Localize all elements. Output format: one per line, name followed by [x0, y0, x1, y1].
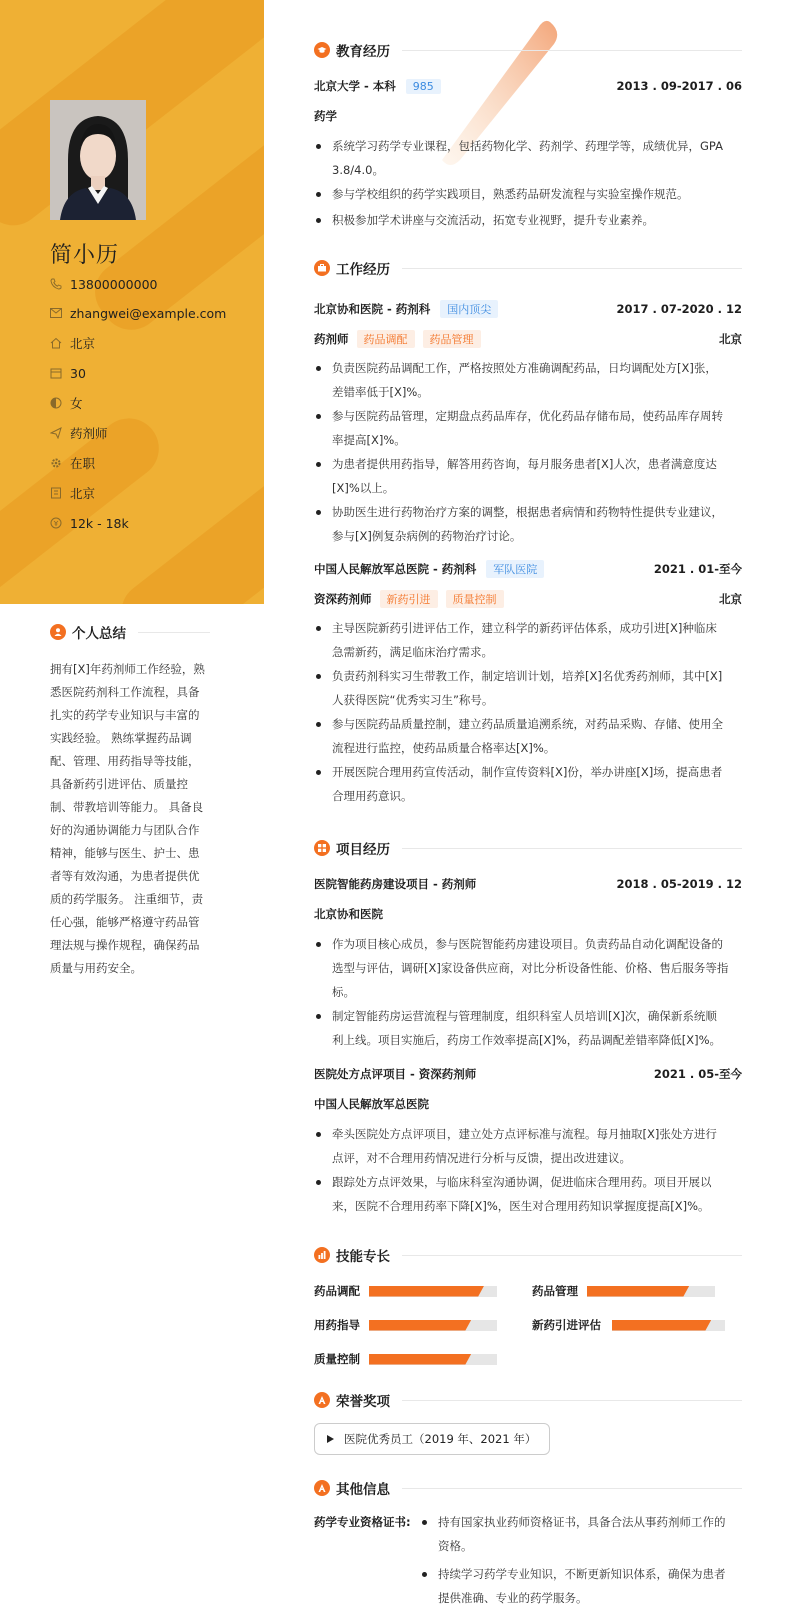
- info-gender: [50, 393, 83, 413]
- bullet-line: [X]%以上。: [332, 481, 395, 495]
- bullet-line: 人获得医院“优秀实习生”称号。: [332, 693, 494, 707]
- skill-bar-fill: [369, 1354, 471, 1365]
- summary-line: 者等有效沟通，为患者提供优: [50, 869, 200, 883]
- skill-item: [314, 1351, 497, 1367]
- education-header: [314, 40, 742, 60]
- skill-bar: [369, 1320, 497, 1331]
- person-icon: [50, 624, 66, 640]
- school-name: 北京大学 - 本科: [314, 79, 396, 93]
- project-org-row: [314, 1096, 742, 1112]
- work-title: 工作经历: [336, 262, 390, 278]
- list-item: [314, 1122, 742, 1170]
- mail-icon: [50, 308, 70, 318]
- job-org: 北京协和医院 - 药剂科: [314, 302, 431, 316]
- location-text: 北京: [70, 336, 96, 351]
- job-org-tag: 军队医院: [486, 560, 544, 578]
- project-org-row: [314, 906, 742, 922]
- skill-bar-fill: [587, 1286, 689, 1297]
- bullet-line: 参与学校组织的药学实践项目，熟悉药品研发流程与实验室操作规范。: [332, 187, 689, 201]
- project-period: 2018 . 05-2019 . 12: [616, 877, 742, 891]
- info-salary: [50, 513, 129, 533]
- summary-line: 拥有[X]年药剂师工作经验，熟: [50, 662, 205, 676]
- bullet-line: 积极参加学术讲座与交流活动，拓宽专业视野，提升专业素养。: [332, 213, 654, 227]
- skill-bar: [612, 1320, 725, 1331]
- bullet-line: 牵头医院处方点评项目，建立处方点评标准与流程。每月抽取[X]张处方进行: [332, 1127, 717, 1141]
- skill-bar: [587, 1286, 715, 1297]
- phone-icon: [50, 278, 70, 290]
- role-tag: 新药引进: [380, 590, 438, 608]
- job-role-row: [314, 590, 742, 608]
- bullet-line: 系统学习药学专业课程，包括药物化学、药剂学、药理学等，成绩优异，GPA: [332, 139, 723, 153]
- project-name: 医院处方点评项目 - 资深药剂师: [314, 1067, 477, 1081]
- job-org: 中国人民解放军总医院 - 药剂科: [314, 562, 477, 576]
- education-title: 教育经历: [336, 44, 390, 60]
- skill-name: 药品管理: [532, 1284, 578, 1298]
- summary-line: 理法规与操作规程，确保药品: [50, 938, 200, 952]
- divider: [402, 1255, 742, 1256]
- gender-text: 女: [70, 396, 83, 411]
- skill-item: [532, 1283, 715, 1299]
- play-icon: [327, 1435, 334, 1443]
- skill-name: 质量控制: [314, 1352, 360, 1366]
- bullet-line: 制定智能药房运营流程与管理制度，组织科室人员培训[X]次，确保新系统顺: [332, 1009, 717, 1023]
- summary-title: 个人总结: [72, 626, 126, 642]
- gear-icon: [50, 457, 70, 469]
- major: 药学: [314, 109, 337, 123]
- projects-header: [314, 838, 742, 858]
- info-age: [50, 363, 86, 383]
- award-item[interactable]: [314, 1423, 550, 1455]
- bullet-line: 率提高[X]%。: [332, 433, 406, 447]
- briefcase-icon: [50, 427, 70, 439]
- summary-line: 任心强，能够严格遵守药品管: [50, 915, 200, 929]
- summary-line: 好的沟通协调能力与团队合作: [50, 823, 200, 837]
- summary-header: [50, 622, 210, 642]
- award-icon: [314, 1392, 330, 1408]
- summary-line: 配、管理、用药指导等技能，: [50, 754, 200, 768]
- briefcase-icon: [314, 260, 330, 276]
- divider: [402, 268, 742, 269]
- skill-name: 用药指导: [314, 1318, 360, 1332]
- summary-line: 质量与用药安全。: [50, 961, 142, 975]
- summary-text: [50, 658, 215, 980]
- role-tag: 药品管理: [423, 330, 481, 348]
- home-icon: [50, 337, 70, 349]
- bullet-line: 负责药剂科实习生带教工作，制定培训计划，培养[X]名优秀药剂师，其中[X]: [332, 669, 723, 683]
- list-item: [314, 404, 742, 452]
- divider: [138, 632, 210, 633]
- summary-line: 实践经验。 熟练掌握药品调: [50, 731, 192, 745]
- other-label: 药学专业资格证书:: [314, 1515, 411, 1529]
- job-role-row: [314, 330, 742, 348]
- bullet-line: 3.8/4.0。: [332, 163, 384, 177]
- bullet-line: 流程进行监控，使药品质量合格率达[X]%。: [332, 741, 556, 755]
- gender-icon: [50, 397, 70, 409]
- skill-bar-fill: [369, 1286, 484, 1297]
- work-header: [314, 258, 742, 278]
- info-target-city: [50, 483, 95, 503]
- money-icon: [50, 517, 70, 529]
- job-role: 资深药剂师: [314, 592, 372, 606]
- bullet-line: 选型与评估，调研[X]家设备供应商，对比分析设备性能、价格、售后服务等指: [332, 961, 729, 975]
- bullet-line: 差错率低于[X]%。: [332, 385, 429, 399]
- job-city: 北京: [719, 332, 742, 346]
- other-label-row: [314, 1514, 414, 1530]
- summary-line: 精神，能够与医生、护士、患: [50, 846, 200, 860]
- sidebar-header: [0, 0, 264, 604]
- education-major-row: [314, 108, 742, 124]
- list-item: [314, 452, 742, 500]
- project-row: [314, 876, 742, 892]
- info-position: [50, 423, 108, 443]
- bullet-line: 作为项目核心成员，参与医院智能药房建设项目。负责药品自动化调配设备的: [332, 937, 723, 951]
- project-name: 医院智能药房建设项目 - 药剂师: [314, 877, 477, 891]
- list-item: [314, 208, 742, 232]
- position-text: 药剂师: [70, 426, 108, 441]
- building-icon: [50, 487, 70, 499]
- summary-line: 制、带教培训等能力。 具备良: [50, 800, 204, 814]
- skill-bar: [369, 1354, 497, 1365]
- job-row: [314, 300, 742, 318]
- bullet-line: 点评，对不合理用药情况进行分析与反馈，提出改进建议。: [332, 1151, 631, 1165]
- other-title: 其他信息: [336, 1482, 390, 1498]
- divider: [402, 1400, 742, 1401]
- job-row: [314, 560, 742, 578]
- education-row: [314, 78, 742, 94]
- info-status: [50, 453, 95, 473]
- bullet-line: 标。: [332, 985, 355, 999]
- school-tag: 985: [406, 79, 441, 94]
- list-item: [314, 182, 742, 206]
- job-role: 药剂师: [314, 332, 349, 346]
- list-item: [314, 932, 742, 1004]
- other-header: [314, 1478, 742, 1498]
- project-period: 2021 . 05-至今: [653, 1067, 742, 1081]
- grid-icon: [314, 840, 330, 856]
- age-text: 30: [70, 365, 86, 381]
- bullet-line: 来，医院不合理用药率下降[X]%，医生对合理用药知识掌握度提高[X]%。: [332, 1199, 710, 1213]
- list-item: [420, 1510, 742, 1558]
- bullet-line: 协助医生进行药物治疗方案的调整，根据患者病情和药物特性提供专业建议，: [332, 505, 723, 519]
- skill-item: [314, 1283, 497, 1299]
- summary-line: 具备新药引进评估、质量控: [50, 777, 188, 791]
- role-tag: 质量控制: [446, 590, 504, 608]
- salary-text: 12k - 18k: [70, 515, 129, 531]
- skill-name: 药品调配: [314, 1284, 360, 1298]
- skill-item: [532, 1317, 725, 1333]
- skill-bar-fill: [612, 1320, 711, 1331]
- skill-item: [314, 1317, 497, 1333]
- project-org: 北京协和医院: [314, 907, 383, 921]
- phone-text: 13800000000: [70, 276, 158, 292]
- profile-photo: [50, 100, 146, 220]
- bullet-line: 急需新药，满足临床治疗需求。: [332, 645, 493, 659]
- job-period: 2021 . 01-至今: [653, 562, 742, 576]
- target-city-text: 北京: [70, 486, 96, 501]
- bullet-line: 持续学习药学专业知识，不断更新知识体系，确保为患者: [438, 1567, 726, 1581]
- bullet-line: 参与医院药品管理，定期盘点药品库存，优化药品存储布局，使药品库存周转: [332, 409, 723, 423]
- bullet-line: 为患者提供用药指导，解答用药咨询，每月服务患者[X]人次，患者满意度达: [332, 457, 717, 471]
- bullet-line: 负责医院药品调配工作，严格按照处方准确调配药品，日均调配处方[X]张，: [332, 361, 717, 375]
- bullet-line: 资格。: [438, 1539, 473, 1553]
- bullet-line: 参与医院药品质量控制，建立药品质量追溯系统，对药品采购、存储、使用全: [332, 717, 723, 731]
- info-phone: [50, 274, 157, 294]
- divider: [402, 1488, 742, 1489]
- info-location: [50, 333, 95, 353]
- skills-title: 技能专长: [336, 1249, 390, 1265]
- skill-name: 新药引进评估: [532, 1318, 601, 1332]
- divider: [402, 848, 742, 849]
- skill-bar-fill: [369, 1320, 471, 1331]
- status-text: 在职: [70, 456, 96, 471]
- list-item: [314, 356, 742, 404]
- bullet-line: 提供准确、专业的药学服务。: [438, 1591, 588, 1605]
- bullet-line: 合理用药意识。: [332, 789, 413, 803]
- list-item: [314, 134, 742, 182]
- list-item: [314, 664, 742, 712]
- education-period: 2013 . 09-2017 . 06: [616, 79, 742, 93]
- bullet-line: 利上线。项目实施后，药房工作效率提高[X]%，药品调配差错率降低[X]%。: [332, 1033, 722, 1047]
- project-org: 中国人民解放军总医院: [314, 1097, 429, 1111]
- email-text: zhangwei@example.com: [70, 305, 227, 321]
- divider: [402, 50, 742, 51]
- bullet-line: 主导医院新药引进评估工作，建立科学的新药评估体系，成功引进[X]种临床: [332, 621, 717, 635]
- list-item: [314, 616, 742, 664]
- job-city: 北京: [719, 592, 742, 606]
- job-org-tag: 国内顶尖: [440, 300, 498, 318]
- award-text: 医院优秀员工（2019 年、2021 年）: [344, 1432, 537, 1446]
- role-tag: 药品调配: [357, 330, 415, 348]
- info-email: [50, 303, 226, 323]
- list-item: [314, 1004, 742, 1052]
- list-item: [420, 1562, 742, 1610]
- skill-bar: [369, 1286, 497, 1297]
- summary-line: 悉医院药剂科工作流程，具备: [50, 685, 200, 699]
- job-period: 2017 . 07-2020 . 12: [616, 302, 742, 316]
- bullet-line: 持有国家执业药师资格证书，具备合法从事药剂师工作的: [438, 1515, 726, 1529]
- calendar-icon: [50, 367, 70, 379]
- bullet-line: 开展医院合理用药宣传活动，制作宣传资料[X]份，举办讲座[X]场，提高患者: [332, 765, 723, 779]
- summary-line: 扎实的药学专业知识与丰富的: [50, 708, 200, 722]
- bullet-line: 参与[X]例复杂病例的药物治疗讨论。: [332, 529, 522, 543]
- summary-line: 质的药学服务。 注重细节，责: [50, 892, 204, 906]
- info-icon: [314, 1480, 330, 1496]
- project-row: [314, 1066, 742, 1082]
- graduation-cap-icon: [314, 42, 330, 58]
- skills-header: [314, 1245, 742, 1265]
- honors-header: [314, 1390, 742, 1410]
- projects-title: 项目经历: [336, 842, 390, 858]
- list-item: [314, 760, 742, 808]
- chart-icon: [314, 1247, 330, 1263]
- bullet-line: 跟踪处方点评效果，与临床科室沟通协调，促进临床合理用药。项目开展以: [332, 1175, 712, 1189]
- candidate-name: 简小历: [50, 243, 120, 268]
- list-item: [314, 1170, 742, 1218]
- honors-title: 荣誉奖项: [336, 1394, 390, 1410]
- list-item: [314, 500, 742, 548]
- list-item: [314, 712, 742, 760]
